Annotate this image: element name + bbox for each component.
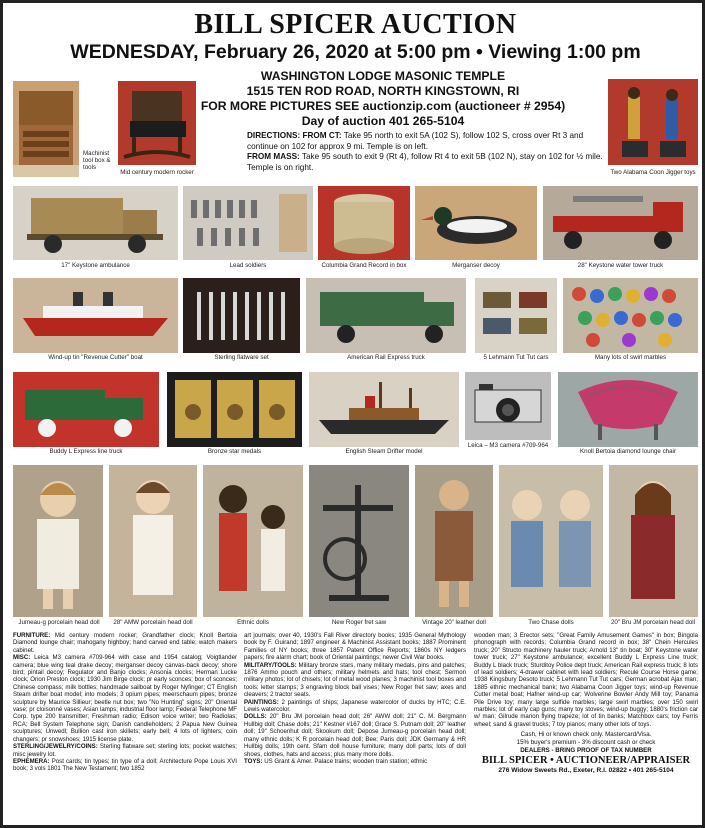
venue-name: WASHINGTON LODGE MASONIC TEMPLE <box>260 69 506 83</box>
caption-flatware: Sterling flatware set <box>214 354 269 361</box>
paintings-label: PAINTINGS: <box>244 698 279 706</box>
listing-column-3 <box>474 632 698 775</box>
listing-column-1 <box>13 632 237 773</box>
listing-column-2 <box>244 632 466 765</box>
caption-ambulance: 17" Keystone ambulance <box>61 262 130 269</box>
caption-bronze-medals: Bronze star medals <box>207 448 262 455</box>
caption-jigger-toys: Two Alabama Coon Jigger toys <box>610 169 696 176</box>
photo-buddy-l-truck <box>13 372 159 447</box>
misc-label: MISC: <box>13 654 31 662</box>
auction-title: BILL SPICER AUCTION <box>194 9 517 40</box>
terms-premium: 15% buyer's premium - 3% discount cash or check <box>516 739 656 747</box>
photo-ambulance <box>13 186 178 260</box>
directions <box>247 131 607 173</box>
furniture-text: Mid century modern rocker; Grandfather clock; Knoll Bertoia Diamond lounge chair; mahogany highboy; hand carved end table; watch makers cabinet. <box>13 632 237 654</box>
directions-mass-text: Take 95 south to exit 9 (Rt 4), follow Rt 4 to exit 5B (102 N), stay on 102 for ½ mile. Temple is on right. <box>247 152 603 172</box>
caption-leather-doll: Vintage 20" leather doll <box>422 619 486 626</box>
photo-merganser-decoy <box>415 186 537 260</box>
photo-jigger-toys <box>608 79 698 165</box>
caption-leica-camera: Leica – M3 camera #709-964 <box>467 442 549 449</box>
caption-tut-tut-cars: 5 Lehmann Tut Tut cars <box>483 354 549 361</box>
caption-revenue-cutter: Wind-up tin "Revenue Cutter" boat <box>48 354 143 361</box>
directions-mass-label: FROM MASS: <box>247 152 300 162</box>
photo-rail-express-truck <box>306 278 466 353</box>
paintings-text: 2 paintings of ships; Japanese watercolor of ducks by HTC; C.E. Lewis watercolor. <box>244 698 466 714</box>
caption-jumeau-doll: Jumeau-g porcelain head doll <box>18 619 100 626</box>
photo-rocker <box>118 81 196 165</box>
photo-tut-tut-cars <box>475 278 557 353</box>
dolls-text: 20" Bru JM porcelain head doll; 26" AWW doll; 21" C. M. Bergmann Hullbig doll; Chase dolls; 21" Kestner #167 doll; Grace S. Putnam doll; 20" leather doll; 19" Schoenhut doll; Skookum doll; Depose Jumeau-g porcelain head doll; many ethnic dolls; K R porcelain head doll; Bee; Paris doll; JDK Germany & HR Hullbig dolls; 19th cent. Sfam doll house furniture; many doll parts; lots of doll shoes, clothes, hats and access; plus many more dolls. <box>244 713 466 758</box>
ephemera-text: Post cards; tin types; tin type of a doll; Architecture Pope Louis XVI book; 3 vols 1801 The New Testament; two 1852 <box>13 757 237 773</box>
caption-rail-express-truck: American Rail Express truck <box>347 354 425 361</box>
caption-chase-dolls: Two Chase dolls <box>528 619 574 626</box>
photo-steam-drifter <box>309 372 459 447</box>
auctioneer-name: BILL SPICER • AUCTIONEER/APPRAISER <box>481 755 691 767</box>
auctioneer-address: 276 Widow Sweets Rd., Exeter, R.I. 02822 • 401 265-5104 <box>498 767 674 775</box>
caption-tool-box: Machinist tool box & tools <box>83 150 111 171</box>
photo-ethnic-dolls <box>203 465 303 617</box>
photo-revenue-cutter <box>13 278 178 353</box>
sterling-text: Sterling flatware set; sterling lots; pocket watches; misc jewelry lot. <box>13 743 237 758</box>
directions-ct-text: Take 95 north to exit 5A (102 S), follow 102 S, cross over Rt 3 and continue on 102 for approx 9 mi. Temple is on left. <box>247 131 584 151</box>
toys-label: TOYS: <box>244 757 263 765</box>
terms-payment: Cash, Hi or known check only. Mastercard/Visa. <box>520 731 652 739</box>
photo-flatware <box>183 278 300 353</box>
caption-swirl-marbles: Many lots of swirl marbles <box>594 354 667 361</box>
venue-address: 1515 TEN ROD ROAD, NORTH KINGSTOWN, RI <box>246 84 520 98</box>
caption-rocker: Mid century modern rocker <box>120 169 194 176</box>
military-text: Military bronze stars, many military medals, pins and patches; 1876 Ammo pouch and others; military helmets and hats; tool chest; Sermon military photos; lot of chisels; lot of metal wood planes; 3 machinist tool boxes and tools; letter stamps; 3 engraving block ball vises; New Roger fret saw; axes and cleavers; 2 tractor seats. <box>244 661 466 699</box>
photo-leather-doll <box>415 465 493 617</box>
terms-dealers: DEALERS - BRING PROOF OF TAX NUMBER <box>520 747 652 755</box>
military-label: MILITARY/TOOLS: <box>244 661 297 669</box>
photo-bru-doll <box>609 465 698 617</box>
toys-continued: wooden man; 3 Erector sets; "Great Family Amusement Games" in box; Bingola phonograph with records; Columbia Grand record in box; 38" Chein Hercules truck; 20" Structo machinery hauler truck; Arnold 13" tin boat; 30" Keystone water tower truck; 27" Keystone ambulance; excellent Buddy L Express Line truck; Buddy L black truck; Sturditoy Police dept truck; American Rail express truck; 8 lots of lead soldiers; 4-drawer cabinet with lead soldiers; Recule Course Horse game; 1938 Kingsbury Desoto truck; 5 Lehmann Tut Tut cars; German acrobat Ajax man; 1885 ethnic mechanical bank; two Alabama Coon Jigger toys; wind-up Revenue Cutter metal boat; Hafner wind-up car; Wolverine Bowler Andy Mill toy; Panama Pile Drive toy; many large sulfide marbles; large swirl marbles; over 150 swirl marbles; lot of early cap guns; many toy stoves; wind-up buggy; 1880's friction car w/ man; Gilrude marion flying trapeze; lot of tin banks; Matchbox cars; toy Ferris wheel; sand & gravel trucks; 7 toy pianos; many other lots of toys. <box>474 632 698 728</box>
photo-water-tower-truck <box>543 186 698 260</box>
photo-amw-doll <box>109 465 197 617</box>
caption-columbia-record: Columbia Grand Record in box <box>321 262 407 269</box>
phone-line: Day of auction 401 265-5104 <box>301 114 465 128</box>
caption-bru-doll: 20" Bru JM porcelain head doll <box>610 619 696 626</box>
photo-tool-box <box>13 81 79 177</box>
toys-text: US Grant & Amer. Palace trains; wooden train station; ethnic <box>264 757 428 765</box>
caption-lead-soldiers: Lead soldiers <box>229 262 267 269</box>
caption-fret-saw: New Roger fret saw <box>331 619 387 626</box>
caption-bertoia-chair: Knoll Bertoia diamond lounge chair <box>580 448 676 455</box>
caption-amw-doll: 28" AMW porcelain head doll <box>113 619 193 626</box>
ephemera-continued: art journals; over 40, 1930's Fall River directory books; 1935 General Mythology book by F. Guirand; 1897 engineer & Machinist Assistant books; 1887 Prominent Families of NY books; three 1857 Patent Office Reports; 1860s NY ledgers papers; fire alarm chart; book of Oriental paintings; newer Civil War books. <box>244 632 466 662</box>
photo-bertoia-chair <box>558 372 698 447</box>
caption-merganser-decoy: Merganser decoy <box>452 262 500 269</box>
photo-bronze-medals <box>167 372 302 447</box>
item-listing <box>13 632 703 824</box>
dolls-label: DOLLS: <box>244 713 267 721</box>
caption-water-tower-truck: 28" Keystone water tower truck <box>577 262 664 269</box>
sterling-label: STERLING/JEWELRY/COINS: <box>13 743 98 751</box>
caption-buddy-l-truck: Buddy L Express line truck <box>49 448 123 455</box>
pictures-line: FOR MORE PICTURES SEE auctionzip.com (auctioneer # 2954) <box>200 99 566 113</box>
auction-date-line: WEDNESDAY, February 26, 2020 at 5:00 pm • Viewing 1:00 pm <box>70 41 641 63</box>
venue-block <box>163 69 603 129</box>
photo-jumeau-doll <box>13 465 103 617</box>
ephemera-label: EPHEMERA: <box>13 757 50 765</box>
photo-lead-soldiers <box>183 186 313 260</box>
caption-ethnic-dolls: Ethnic dolls <box>237 619 269 626</box>
caption-steam-drifter: English Steam Drifter model <box>345 448 423 455</box>
misc-text: Leica M3 camera #709-964 with case and 1954 catalog; Voigtlander camera; blue wing teal drake decoy; merganser decoy canvas-back decoy; shore bird; pintail decoy; Regulator and Banjo clocks; Ansonia clocks; Herman Lucke clock; Orion Preston clock; 1930 Jim Birge clock; pr early sconces; box of sconces; Chinese compass; milk bottles; handmade sailboat by Roger Nyfinger; CT English Steam drifter boat model; into models; 3 opium pipes; meerschaum pipes; bronze sculpture by Maurice Sillieur; beetle nut box; two "No Hunting" signs; 20" Oriental vase; pr cloisonné vases; Asian lamps; industrial floor lamp; Federal Telephone MF Corp. type 200 transmitter; Freshman radio; Edison voice writer; two Radiolas; RCA; Bell System Telephone sign; Danish candleholders; 2 Papua New Guinea sculptures; Unwedl; Bullion cast iron skillets; early bell; 4 lots of lighters; coin changers; pr snowshoes; 1915 license plate. <box>13 654 237 743</box>
furniture-label: FURNITURE: <box>13 632 51 639</box>
directions-ct-label: DIRECTIONS: FROM CT: <box>247 131 342 140</box>
photo-swirl-marbles <box>563 278 698 353</box>
photo-chase-dolls <box>499 465 603 617</box>
photo-columbia-record <box>318 186 410 260</box>
photo-fret-saw <box>309 465 409 617</box>
photo-leica-camera <box>465 372 551 440</box>
